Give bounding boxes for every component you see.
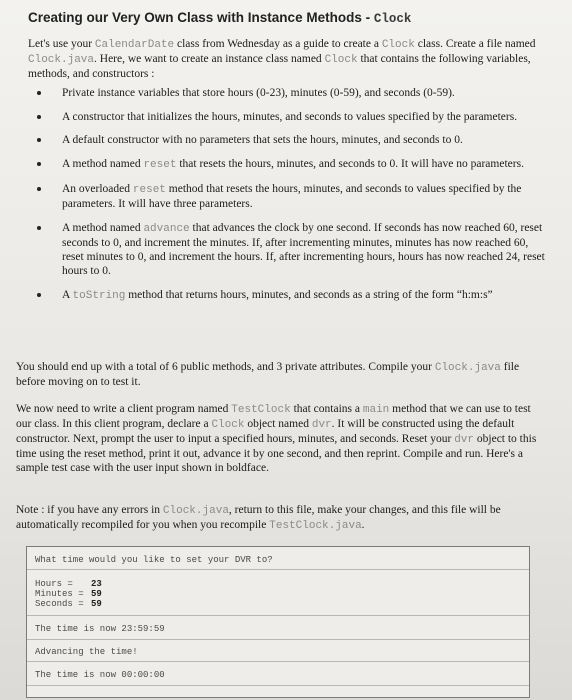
title-text: Creating our Very Own Class with Instance Methods - bbox=[28, 10, 374, 25]
text-run: class. Create a file named bbox=[414, 38, 536, 50]
text-run: that contains the following variables, methods, and constructors : bbox=[28, 53, 531, 80]
divider bbox=[27, 569, 529, 570]
bullet-icon bbox=[37, 293, 41, 297]
text-run: Note : if you have any errors in bbox=[16, 504, 163, 516]
text-run: class from Wednesday as a guide to create a bbox=[174, 38, 382, 50]
input-line-hours: Hours = 23 bbox=[35, 579, 102, 589]
code-term: Clock.java bbox=[434, 362, 501, 374]
text-run: Private instance variables that store hours (0-23), minutes (0-59), and seconds (0-59). bbox=[62, 87, 455, 99]
title-code: Clock bbox=[373, 12, 412, 26]
bullet-icon bbox=[37, 187, 41, 191]
text-run: that contains a bbox=[290, 403, 363, 415]
bullet-icon bbox=[37, 138, 41, 142]
list-item bbox=[28, 288, 548, 303]
list-item bbox=[28, 157, 548, 172]
text-run: You should end up with a total of 6 public methods, and 3 private attributes. Compile your bbox=[16, 361, 435, 373]
list-item bbox=[28, 133, 548, 147]
input-line-seconds: Seconds = 59 bbox=[35, 599, 102, 609]
text-run: file before moving on to test it. bbox=[16, 361, 520, 388]
output-line-time-2: The time is now 00:00:00 bbox=[35, 670, 165, 680]
divider bbox=[27, 685, 529, 686]
input-line-minutes: Minutes = 59 bbox=[35, 589, 102, 599]
code-term: dvr bbox=[454, 434, 475, 446]
text-run: A default constructor with no parameters that sets the hours, minutes, and seconds to 0. bbox=[62, 134, 463, 146]
divider bbox=[27, 615, 529, 616]
list-item bbox=[28, 221, 548, 278]
list-item bbox=[28, 110, 548, 124]
bullet-icon bbox=[37, 226, 41, 230]
text-run: . It will be constructed using the default constructor. Next, prompt the user to input a specified hours, minutes, and seconds. Reset your bbox=[16, 418, 515, 445]
divider bbox=[27, 639, 529, 640]
code-term: Clock.java bbox=[162, 505, 229, 517]
text-run: An overloaded bbox=[62, 183, 133, 195]
text-run: method that returns hours, minutes, and seconds as a string of the form “h:m:s” bbox=[125, 289, 493, 301]
text-run: that advances the clock by one second. If seconds has now reached 60, reset seconds to 0, and increment the minutes. If, after incrementing minutes, minutes has now reached 60, reset minutes to 0, and increment the hours. If, after incrementing hours, hours has now reached 24, reset hours to 0. bbox=[62, 222, 545, 277]
text-run: A method named bbox=[62, 222, 144, 234]
list-item bbox=[28, 86, 548, 100]
list-item bbox=[28, 182, 548, 211]
code-term: TestClock bbox=[231, 404, 291, 416]
intro-paragraph bbox=[28, 37, 548, 81]
code-term: Clock bbox=[381, 39, 415, 51]
code-term: toString bbox=[72, 290, 126, 302]
bullet-icon bbox=[37, 162, 41, 166]
code-term: reset bbox=[143, 159, 177, 171]
text-run: object named bbox=[244, 418, 312, 430]
text-run: , return to this file, make your changes, and this file will be automatically recompiled for you when you recompile bbox=[16, 504, 501, 531]
text-run: A bbox=[62, 289, 73, 301]
code-term: TestClock.java bbox=[269, 520, 362, 532]
summary-paragraph bbox=[16, 360, 546, 389]
bullet-icon bbox=[37, 115, 41, 119]
code-term: Clock bbox=[211, 419, 245, 431]
text-run: We now need to write a client program named bbox=[16, 403, 232, 415]
text-run: A method named bbox=[62, 158, 144, 170]
code-term: main bbox=[362, 404, 390, 416]
bullet-icon bbox=[37, 91, 41, 95]
text-run: . Here, we want to create an instance class named bbox=[94, 53, 325, 65]
code-term: CalendarDate bbox=[94, 39, 175, 51]
requirements-list bbox=[28, 86, 548, 303]
text-run: Let's use your bbox=[28, 38, 95, 50]
code-term: reset bbox=[132, 184, 166, 196]
divider bbox=[27, 661, 529, 662]
prompt-line: What time would you like to set your DVR to? bbox=[35, 555, 273, 565]
text-run: object to this time using the reset method, print it out, advance it by one second, and then reprint. Compile and run. Here's a sample test case with the user input shown in boldface. bbox=[16, 433, 537, 474]
text-run: . bbox=[361, 519, 365, 531]
text-run: method that resets the hours, minutes, and seconds to values specified by the parameters. It will have three parameters. bbox=[62, 183, 522, 210]
output-line-advancing: Advancing the time! bbox=[35, 647, 138, 657]
sample-output-box bbox=[26, 546, 530, 698]
code-term: dvr bbox=[311, 419, 332, 431]
code-term: Clock bbox=[324, 54, 358, 66]
note-paragraph bbox=[16, 503, 546, 533]
page-title bbox=[28, 10, 411, 26]
client-program-paragraph bbox=[16, 402, 546, 475]
code-term: Clock.java bbox=[28, 54, 95, 66]
code-term: advance bbox=[143, 223, 190, 235]
text-run: method that we can use to test our class. In this client program, declare a bbox=[16, 403, 531, 430]
output-line-time-1: The time is now 23:59:59 bbox=[35, 624, 165, 634]
text-run: that resets the hours, minutes, and seconds to 0. It will have no parameters. bbox=[176, 158, 524, 170]
text-run: A constructor that initializes the hours, minutes, and seconds to values specified by the parameters. bbox=[62, 111, 518, 123]
